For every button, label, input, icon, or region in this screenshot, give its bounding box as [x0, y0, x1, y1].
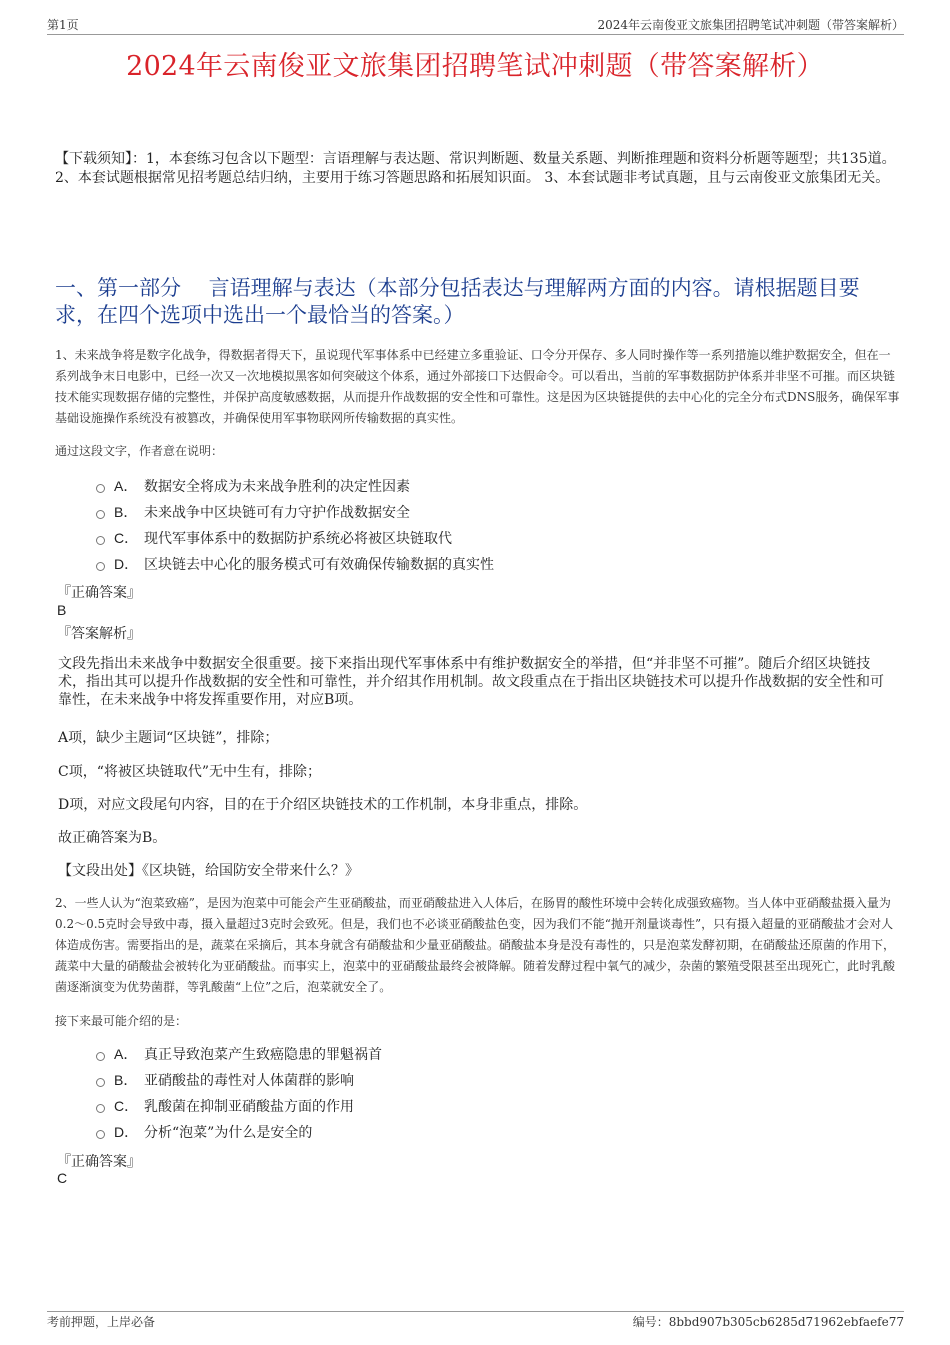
- option-d[interactable]: [96, 551, 856, 577]
- radio-icon[interactable]: [96, 510, 105, 519]
- page-title: 2024年云南俊亚文旅集团招聘笔试冲刺题（带答案解析）: [126, 51, 824, 82]
- question-1-text: 1、未来战争将是数字化战争，得数据者得天下，虽说现代军事体系中已经建立多重验证、口令分开保存、多人同时操作等一系列措施以维护数据安全，但在一系列战争末日电影中，已经一次又一次地模拟黑客如何突破这个体系，通过外部接口下达假命令。可以看出，当前的军事数据防护体系并非坚不可摧。而区块链技术能实现数据存储的完整性，并保护高度敏感数据，从而提升作战数据的安全性和可靠性。这是因为区块链提供的去中心化的完全分布式DNS服务，确保军事基础设施操作系统没有被篡改，并确保使用军事物联网所传输数据的真实性。: [55, 348, 900, 425]
- correct-answer-label: 『正确答案』: [57, 585, 141, 601]
- correct-answer-label: 『正确答案』: [57, 1154, 141, 1170]
- radio-icon[interactable]: [96, 1130, 105, 1139]
- option-a[interactable]: [96, 1041, 856, 1067]
- radio-icon[interactable]: [96, 1078, 105, 1087]
- source-line: 【文段出处】《区块链，给国防安全带来什么？》: [58, 863, 359, 879]
- option-letter: A．: [114, 478, 138, 494]
- analysis-line: D项，对应文段尾句内容，目的在于介绍区块链技术的工作机制，本身非重点，排除。: [58, 797, 588, 813]
- footer-serial: 编号：8bbd907b305cb6285d71962ebfaefe77: [632, 1315, 904, 1329]
- analysis-line: 故正确答案为B。: [58, 830, 167, 846]
- option-text: 真正导致泡菜产生致癌隐患的罪魁祸首: [144, 1047, 382, 1063]
- section-heading: 一、第一部分 言语理解与表达（本部分包括表达与理解两方面的内容。请根据题目要求，在四个选项中选出一个最恰当的答案。）: [55, 276, 860, 327]
- download-notice: 【下载须知】：1，本套练习包含以下题型：言语理解与表达题、常识判断题、数量关系题、判断推理题和资料分析题等题型；共135道。 2、本套试题根据常见招考题总结归纳，主要用于练习答题思路和拓展知识面。 3、本套试题非考试真题，且与云南俊亚文旅集团无关。: [55, 151, 896, 186]
- analysis-line: C项，“将被区块链取代”无中生有，排除；: [58, 764, 322, 780]
- question-1-options: [96, 473, 856, 577]
- radio-icon[interactable]: [96, 1052, 105, 1061]
- option-letter: C．: [114, 530, 139, 546]
- option-letter: A．: [114, 1046, 138, 1062]
- option-text: 亚硝酸盐的毒性对人体菌群的影响: [144, 1073, 354, 1089]
- radio-icon[interactable]: [96, 562, 105, 571]
- footer-slogan: 考前押题，上岸必备: [47, 1315, 156, 1329]
- question-2-prompt: 接下来最可能介绍的是：: [55, 1014, 188, 1028]
- option-a[interactable]: [96, 473, 856, 499]
- analysis-text: 文段先指出未来战争中数据安全很重要。接下来指出现代军事体系中有维护数据安全的举措，但“并非坚不可摧”。随后介绍区块链技术，指出其可以提升作战数据的安全性和可靠性，并介绍其作用机制。故文段重点在于指出区块链技术可以提升作战数据的安全性和可靠性，在未来战争中将发挥重要作用，对应B项。: [58, 656, 884, 708]
- correct-answer: C: [57, 1170, 68, 1186]
- question-1-prompt: 通过这段文字，作者意在说明：: [55, 444, 224, 458]
- footer-divider: [47, 1311, 904, 1312]
- option-text: 乳酸菌在抑制亚硝酸盐方面的作用: [144, 1099, 354, 1115]
- question-2-options: [96, 1041, 856, 1145]
- page-header: [47, 14, 904, 35]
- header-doc-title: 2024年云南俊亚文旅集团招聘笔试冲刺题（带答案解析）: [597, 18, 904, 32]
- correct-answer: B: [57, 602, 67, 618]
- analysis-label: 『答案解析』: [57, 626, 141, 642]
- option-letter: D．: [114, 1124, 139, 1140]
- option-c[interactable]: [96, 1093, 856, 1119]
- option-b[interactable]: [96, 1067, 856, 1093]
- question-2-text: 2、一些人认为“泡菜致癌”，是因为泡菜中可能会产生亚硝酸盐，而亚硝酸盐进入人体后，在肠胃的酸性环境中会转化成强致癌物。当人体中亚硝酸盐摄入量为0.2～0.5克时会导致中毒，摄入量超过3克时会致死。但是，我们也不必谈亚硝酸盐色变，因为我们不能“抛开剂量谈毒性”，只有摄入超量的亚硝酸盐才会对人体造成伤害。需要指出的是，蔬菜在采摘后，其本身就含有硝酸盐和少量亚硝酸盐。硝酸盐本身是没有毒性的，只是泡菜发酵初期，在硝酸盐还原菌的作用下，蔬菜中大量的硝酸盐会被转化为亚硝酸盐。而事实上，泡菜中的亚硝酸盐最终会被降解。随着发酵过程中氧气的减少，杂菌的繁殖受限甚至出现死亡，此时乳酸菌逐渐演变为优势菌群，等乳酸菌“上位”之后，泡菜就安全了。: [55, 896, 896, 994]
- option-letter: C．: [114, 1098, 139, 1114]
- analysis-line: A项，缺少主题词“区块链”，排除；: [58, 730, 279, 746]
- option-letter: D．: [114, 556, 139, 572]
- option-text: 分析“泡菜”为什么是安全的: [144, 1125, 313, 1141]
- radio-icon[interactable]: [96, 536, 105, 545]
- option-d[interactable]: [96, 1119, 856, 1145]
- option-b[interactable]: [96, 499, 856, 525]
- option-text: 数据安全将成为未来战争胜利的决定性因素: [144, 479, 410, 495]
- option-letter: B．: [114, 504, 138, 520]
- option-letter: B．: [114, 1072, 138, 1088]
- option-text: 现代军事体系中的数据防护系统必将被区块链取代: [144, 531, 452, 547]
- option-text: 区块链去中心化的服务模式可有效确保传输数据的真实性: [144, 557, 494, 573]
- radio-icon[interactable]: [96, 1104, 105, 1113]
- radio-icon[interactable]: [96, 484, 105, 493]
- option-text: 未来战争中区块链可有力守护作战数据安全: [144, 505, 410, 521]
- option-c[interactable]: [96, 525, 856, 551]
- page-number: 第1页: [47, 18, 79, 32]
